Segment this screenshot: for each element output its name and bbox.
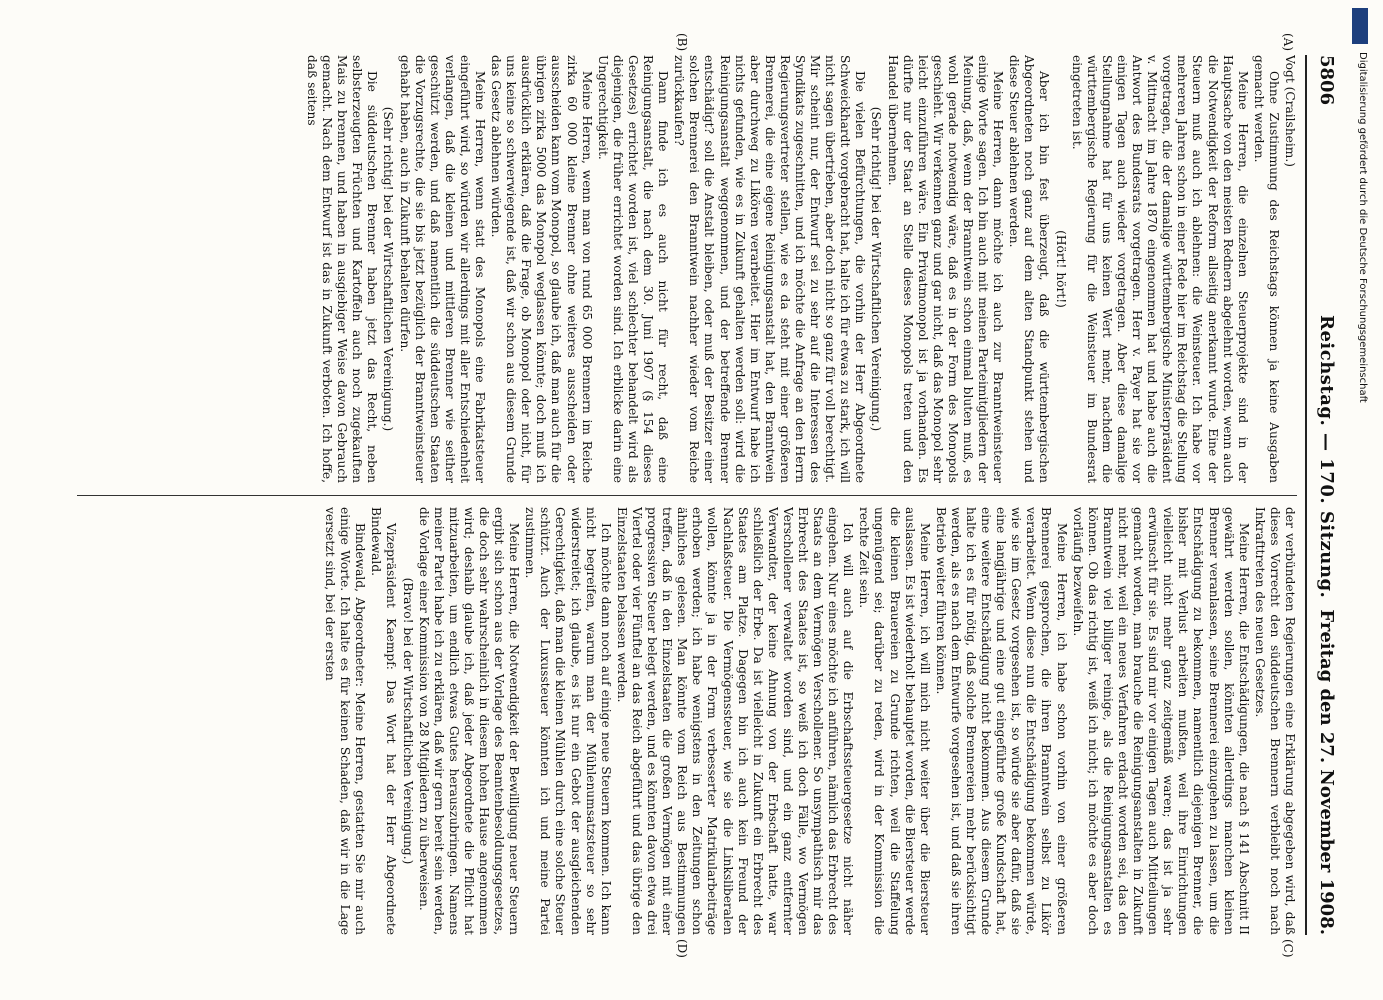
paragraph: Meine Herren, die einzelnen Steuerprojekte sind in der Hauptsache von den meisten Rednern abgelehnt worden, wenn auch die Notwendigkeit der Reform allseitig anerkannt wurde. Eine der Steuern muß auch ich ablehnen: die Weinsteuer. Ich habe vor mehreren Jahren schon in einer Rede hier im Reichstag die Stellung vorgetragen, die der damalige württembergische Ministerpräsident v. Mittnacht im Jahre 1870 eingenommen hat und habe auch die Antwort des Bundesrats vorgetragen. Herr v. Payer hat sie vor einigen Tagen auch wieder vorgetragen. Aber diese damalige Stellungnahme hat für uns keinen Wert mehr, nachdem die württembergische Regierung für die Weinsteuer im Bundesrat eingetreten ist.: [1069, 55, 1250, 483]
speaker-line: Vogt (Crailsheim.): [1283, 55, 1297, 167]
paragraph: Meine Herren, ich habe schon vorhin von einer größeren Brennerei gesprochen, die ihren Branntwein selbst zu Likör verarbeitet. Wenn diese nun die Entschädigung bekommen würde, wie sie im Gesetz vorgesehen ist, so würde sie aber dafür, daß sie eine langjährige und eine gut eingeführte große Kundschaft hat, eine weitere Entschädigung nicht bekommen. Aus diesem Grunde halte ich es für nötig, daß solche Brennereien mehr berücksichtigt werden, als es nach dem Entwurfe vorgesehen ist, und daß sie ihren Betrieb weiter führen können.: [933, 507, 1069, 935]
paragraph: Ich möchte dann noch auf einige neue Steuern kommen. Ich kann nicht begreifen, warum man der Mühlenumsatzsteuer so sehr widerstreitet; ich glaube, es ist nur ein Gebot der ausgleichenden Gerechtigkeit, daß man die kleinen Mühlen durch eine solche Steuer schützt. Auch der Luxussteuer könnten ich und meine Partei zustimmen.: [523, 507, 613, 935]
paragraph: der verbündeten Regierungen eine Erklärung abgegeben wird, daß dieses Vorrecht den süddeutschen Brennern verbleibt noch nach Inkrafttreten des neuen Gesetzes.: [1252, 507, 1297, 935]
page-header: [1311, 55, 1339, 935]
interjection: (Hört! hört!): [1053, 230, 1068, 308]
right-text-column: [77, 507, 1297, 935]
column-divider: [77, 495, 1297, 496]
paragraph: Die vielen Befürchtungen, die vorhin der Herr Abgeordnete Schweickhardt vorgebracht hat, halte ich für etwas zu stark, ich will nicht sagen übertrieben, aber doch nicht so ganz für voll berechtigt. Mir scheint nur, der Entwurf sei zu sehr auf die Interessen des Syndikats zugeschnitten, und ich möchte die Anfrage an den Herrn Regierungsvertreter stellen, wie es da steht mit einer größeren Brennerei, die eine eigene Reinigungsanstalt hat, den Branntwein aber durchweg zu Likören verarbeitet. Hier im Entwurf habe ich nichts gefunden, wie es in Zukunft gehalten werden soll: wird die Reinigungsanstalt weggenommen, und der betreffende Brenner entschädigt? soll die Anstalt bleiben, oder muß der Besitzer einer solchen Brennerei den Branntwein nachher wieder vom Reiche zurückkaufen?: [672, 55, 868, 483]
margin-mark-c: (C): [1281, 939, 1295, 958]
dfg-logo: [1352, 8, 1368, 44]
paragraph: Meine Herren, die Entschädigungen, die nach § 141 Abschnitt II gewährt werden sollen, könnten allerdings manchen kleinen Brenner veranlassen, seine Brennerei einzugehen zu lassen, um die Entschädigung zu bekommen, namentlich diejenigen Brenner, die bisher mit Verlust arbeiten mußten, weil ihre Einrichtungen vielleicht nicht mehr ganz zeitgemäß waren; das ist ja sehr erwünscht für sie. Es sind mir vor einigen Tagen auch Mitteilungen gemacht worden, man brauche die Reinigungsanstalten in Zukunft nicht mehr, weil ein neues Verfahren erdacht worden sei, das den Branntwein viel billiger reinige, als die Reinigungsanstalten es können. Ob das richtig ist, weiß ich nicht; ich möchte es aber doch vorläufig bezweifeln.: [1070, 507, 1251, 935]
digitization-credit: Digitalisierung gefördert durch die Deutsche Forschungsgemeinschaft: [1357, 52, 1368, 403]
interjection: (Sehr richtig! bei der Wirtschaftlichen Vereinigung.): [869, 106, 884, 432]
interjection: (Bravo! bei der Wirtschaftlichen Vereinigung.): [400, 577, 415, 865]
rotated-page-content: [69, 33, 1339, 958]
left-text-column: [77, 55, 1297, 483]
paragraph: Ich will auch auf die Erbschaftssteuergesetze nicht näher eingehen. Nur eines möchte ich anführen, nämlich das Erbrecht des Staats an dem Vermögen Verschollener. So unsympathisch mir das Erbrecht des Staates ist, so weiß ich doch Fälle, wo Vermögen Verschollener verwaltet worden sind, und ein ganz entfernter Verwandter, der keine Ahnung von der Erbschaft hatte, war schließlich der Erbe. Da ist vielleicht in Zukunft ein Erbrecht des Staates am Platze. Dagegen bin ich auch kein Freund der Nachlaßsteuer. Die Vermögenssteuer, wie sie die Linksliberalen wollen, könnte ja in der Form verbesserter Matrikularbeiträge erhoben werden; ich habe wenigstens in den Zeitungen schon ähnliches gelesen. Man könnte vom Reich aus Bestimmungen treffen, daß in den Einzelstaaten die großen Vermögen mit einer progressiven Steuer belegt werden, und es könnten davon etwa drei Viertel oder vier Fünftel an das Reich abgeführt und das übrige den Einzelstaaten belassen werden.: [614, 507, 856, 935]
paragraph: Meine Herren, ich will mich nicht weiter über die Biersteuer auslassen. Es ist wiederholt behauptet worden, die Biersteuer werde die kleinen Brauereien zu Grunde richten, weil die Staffelung ungenügend sei; darüber zu reden, wird in der Kommission die rechte Zeit sein.: [857, 507, 932, 935]
page-number: 5806: [1316, 55, 1337, 106]
margin-mark-b: (B): [675, 33, 689, 52]
paragraph: Aber ich bin fest überzeugt, daß die württembergischen Abgeordneten noch ganz auf dem alten Standpunkt stehen und diese Steuer ablehnen werden.: [1007, 55, 1052, 483]
paragraph: Dann finde ich es auch nicht für recht, daß eine Reinigungsanstalt, die nach dem 30. Juni 1907 (§ 154 dieses Gesetzes) errichtet worden ist, viel schlechter behandelt wird als diejenigen, die früher errichtet worden sind. Ich erblicke darin eine Ungerechtigkeit.: [595, 55, 671, 483]
paragraph: Bindewald, Abgeordneter: Meine Herren, gestatten Sie mir auch einige Worte. Ich halte es für keinen Schaden, daß wir in die Lage versetzt sind, bei der ersten: [323, 507, 368, 935]
header-rule: [1305, 55, 1307, 935]
session-title: Reichstag. — 170. Sitzung.: [1316, 315, 1337, 599]
paragraph: Ohne Zustimmung des Reichstags können ja keine Ausgaben gemacht werden.: [1251, 55, 1281, 483]
digitization-note: [1350, 8, 1370, 992]
session-date: Freitag den 27. November 1908.: [1316, 609, 1337, 935]
paragraph: Meine Herren, dann möchte ich auch zur Branntweinsteuer einige Worte sagen. Ich bin auch mit meinen Parteimitgliedern der Meinung, daß, wenn der Branntwein schon einmal bluten muß, es wohl gerade notwendig wäre, daß es in der Form des Monopols geschieht. Wir verkennen ganz und gar nicht, daß das Monopol sehr leicht einzuführen wäre. Ein Privatmonopol ist ja vorhanden. Es dürfte nur der Staat an Stelle dieses Monopols treten und den Handel übernehmen.: [885, 55, 1006, 483]
margin-mark-d: (D): [675, 939, 689, 958]
paragraph: Vizepräsident Kaempf: Das Wort hat der Herr Abgeordnete Bindewald.: [369, 507, 399, 935]
interjection: (Sehr richtig! bei der Wirtschaftlichen Vereinigung.): [381, 106, 396, 432]
paragraph: Die süddeutschen Brenner haben jetzt das Recht, neben selbsterzeugten Früchten und Kartoffeln auch noch zugekauften Mais zu brennen, und haben in ausgiebiger Weise davon Gebrauch gemacht. Nach dem Entwurf ist das in Zukunft verboten. Ich hoffe, daß seitens: [305, 55, 380, 483]
paragraph: Meine Herren, wenn statt des Monopols eine Fabrikatsteuer eingeführt wird, so würden wir allerdings mit aller Entschiedenheit verlangen, daß die kleinen und mittleren Brenner wie seither geschützt werden, und daß namentlich die süddeutschen Staaten die Vorzugsrechte, die sie bis jetzt bezüglich der Branntweinsteuer gehabt haben, auch in Zukunft behalten dürfen.: [397, 55, 488, 483]
margin-mark-a: (A): [1281, 33, 1295, 52]
paragraph: Meine Herren, wenn man von rund 65 000 Brennern im Reiche zirka 60 000 kleine Brenner ohne weiteres ausscheiden oder ausscheiden kann vom Monopol, so glaube ich, daß man auch für die übrigen zirka 5000 das Monopol weglassen könnte; doch muß ich ausdrücklich erklären, daß die Frage, ob Monopol oder nicht, für uns keine so schwerwiegende ist, daß wir schon aus diesem Grunde das Gesetz ablehnen würden.: [489, 55, 594, 483]
paragraph: Meine Herren, die Notwendigkeit der Bewilligung neuer Steuern ergibt sich schon aus der Vorlage des Beamtenbesoldungsgesetzes, die doch sehr wahrscheinlich in diesem hohen Hause angenommen wird; deshalb glaube ich, daß jeder Abgeordnete die Pflicht hat mitzuarbeiten, um endlich etwas Gutes herauszubringen. Namens meiner Partei habe ich zu erklären, daß wir gern bereit sein werden, die Vorlage einer Kommission von 28 Mitgliedern zu überweisen.: [416, 507, 522, 935]
